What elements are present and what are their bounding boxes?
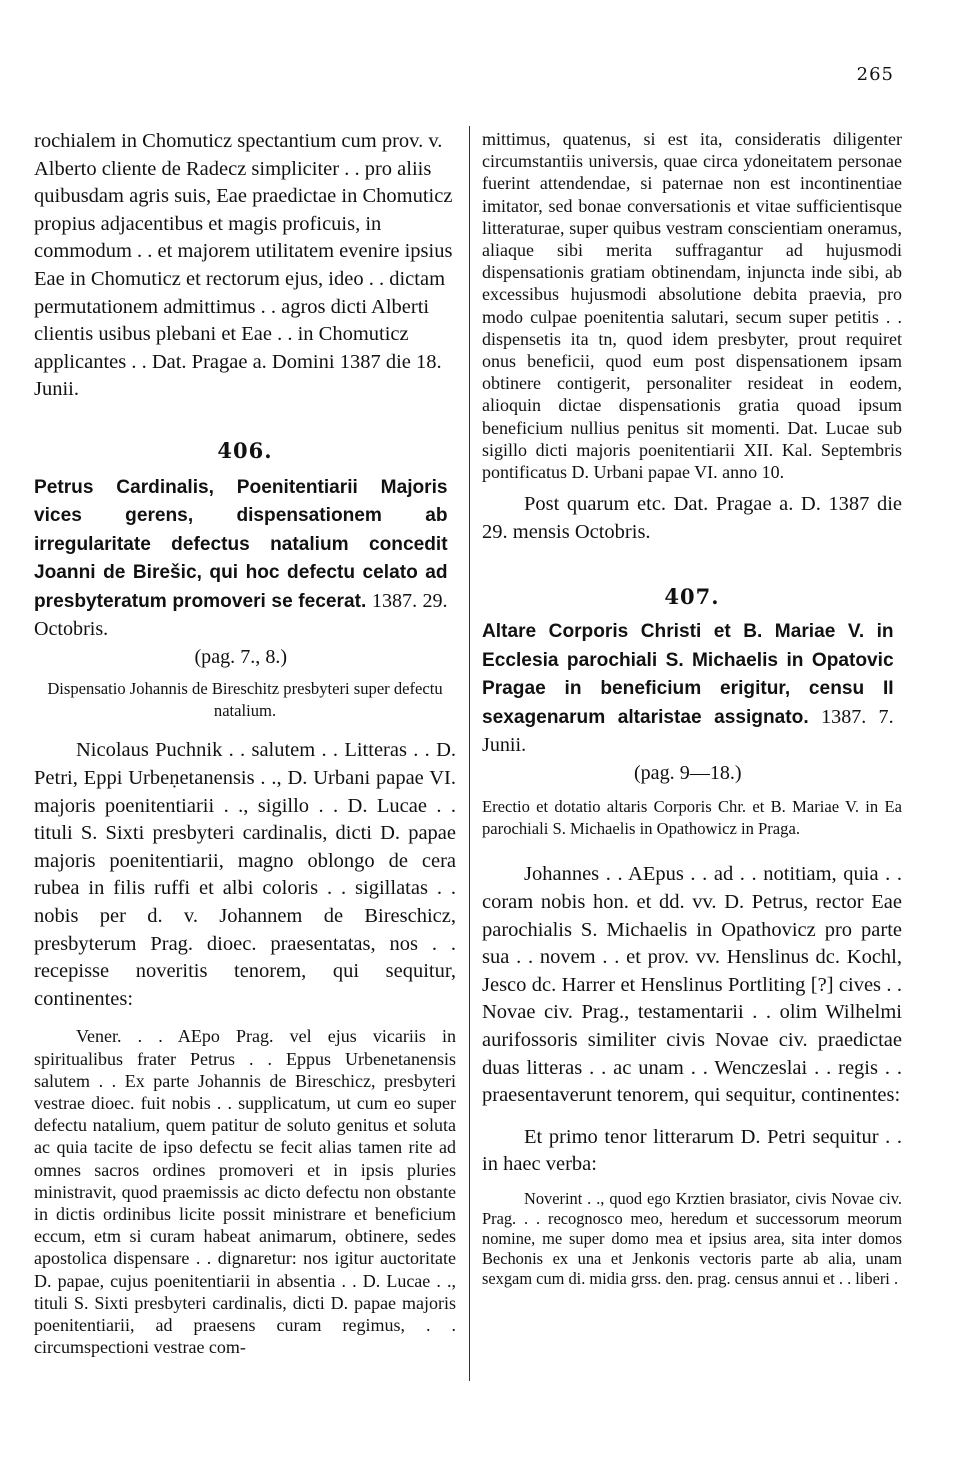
regest-406-page-ref: (pag. 7., 8.)	[194, 646, 288, 669]
right-column	[482, 128, 902, 1289]
left-column	[34, 128, 456, 1358]
page-number: 265	[856, 64, 894, 85]
regest-407	[482, 617, 894, 787]
left-continuation-text: rochialem in Chomuticz spectantium cum prov. v. Alberto cliente de Radecz simpliciter . . pro aliis quibusdam agris suis, Eae praedictae in Chomuticz propius adjacentibus et magis proficuis, in commodum . . et majorem utilitatem evenire ipsius Eae in Chomuticz et rectorum ejus, ideo . . dictam permutationem admittimus . . agros dicti Alberti clientis usibus plebani et Eae . . in Chomuticz applicantes . . Dat. Pragae a. Domini 1387 die 18. Junii.	[34, 130, 453, 401]
regest-407-date: 1387. 7. Junii.	[482, 705, 894, 757]
regest-407-page-ref: (pag. 9—18.)	[633, 762, 742, 785]
right-continuation-text: mittimus, quatenus, si est ita, consideratis diligenter circumstantiis universis, quae circa ydoneitatem personae fuerint attendendae, si paternae non est incontinentiae imitator, sed bonae conversationis et vitae sufficientisque litteraturae, super quibus vestram conscientiam oneramus, aliaque sibi merita suffragantur ad hujusmodi dispensationis gratiam obtinendam, injuncta inde sibi, ab excessibus hujusmodi absolutione debita praevia, pro modo culpae poenitentia salutari, secum super petitis . . dispensetis ita tn, quod idem presbyter, prout requiret onus beneficii, quod eum post dispensationem ipsam obtinere contigerit, personaliter resideat in eodem, alioquin dictae dispensationis gratia quoad ipsum beneficium nullius penitus sit momenti. Dat. Lucae sub sigillo dicti majoris poenitentiarii XII. Kal. Septembris pontificatus D. Urbani papae VI. anno 10.	[482, 129, 902, 483]
column-divider	[469, 126, 470, 1381]
regest-406-text: Petrus Cardinalis, Poenitentiarii Majoris vices gerens, dispensationem ab irregularitate defectus natalium concedit Joanni de Birešic, qui hoc defectu celato ad presbyteratum promoveri se fecerat.	[34, 475, 448, 612]
document-number-407: 407.	[664, 584, 720, 610]
regest-407-text: Altare Corporis Christi et B. Mariae V. in Ecclesia parochiali S. Michaelis in Opatovic Pragae in beneficium erigitur, censu II sexagenarum altaristae assignato.	[482, 620, 894, 728]
primo-text-407: Et primo tenor litterarum D. Petri sequitur . . in haec verba:	[482, 1125, 902, 1176]
quote-407: Noverint . ., quod ego Krztien brasiator, civis Novae civ. Prag. . . recognosco meo, heredum et successorum meorum nomine, me super domo mea et ipsius area, sita inter domos Bechonis ex una et Jenkonis vectoris parte ab alia, unam sexgam cum di. midia grss. den. prag. census annui et . . liberi .	[482, 1189, 902, 1289]
text-407: Johannes . . AEpus . . ad . . notitiam, quia . . coram nobis hon. et dd. vv. D. Petrus, rector Eae parochialis S. Michaelis in Opathovicz pro parte sua . . novem . . et prov. vv. Henslinus dc. Kochl, Jesco dc. Harrer et Henslinus Portliting [?] cives . . Novae civ. Prag., testamentarii . . olim Wilhelmi aurifossoris similiter civis Novae civ. praedictae duas litteras . . ac unam . . Wenczeslai . . regis . . praesentaverunt tenorem, qui sequitur, continentes:	[482, 863, 902, 1107]
document-number-406: 406.	[217, 437, 273, 463]
regest-406	[34, 473, 448, 672]
quote-406: Vener. . . AEpo Prag. vel ejus vicariis in spiritualibus frater Petrus . . Eppus Urbenetanensis salutem . . Ex parte Johannis de Bireschicz, presbyteri vestrae dioec. fuit nobis . . supplicatum, ut cum eo super defectu natalium, quem patitur de soluto genitus et soluta ac quia tacite de ipso defectu se fecit alias tamen rite ad omnes sacros ordines promoveri et in ipsis pluries ministravit, quod praemissis ac dicto defectu non obstante in dictis ordinibus licite possit ministrare et beneficium eccum, etm si curam habeat animarum, obtinere, sedes apostolica dispensare . . dignaretur: nos igitur auctoritate D. papae, cujus poenitentiarii in absentia . . D. Lucae . ., tituli S. Sixti presbyteri cardinalis, dicti D. papae majoris poenitentiarii, ad praesens curam regimus, . . circumspectioni vestrae com-	[34, 1026, 456, 1358]
note-406: Dispensatio Johannis de Bireschitz presbyteri super defectu natalium.	[47, 678, 443, 720]
note-407: Erectio et dotatio altaris Corporis Chr. et B. Mariae V. in Ea parochiali S. Michaelis in Opathowicz in Praga.	[482, 796, 902, 838]
text-406: Nicolaus Puchnik . . salutem . . Litteras . . D. Petri, Eppi Urbeṇetanensis . ., D. Urbani papae VI. majoris poenitentiarii . ., sigillo . . D. Lucae . . tituli S. Sixti presbyteri cardinalis, dicti D. papae majoris poenitentiarii, magno oblongo de cera rubea in filis ruffi et albi coloris . . sigillatas . . nobis per d. v. Johannem de Bireschicz, presbyterum Prag. dioec. praesentatas, nos . . recepisse noveritis tenorem, qui sequitur, continentes:	[34, 739, 456, 1010]
regest-406-date: 1387. 29. Octobris.	[34, 589, 448, 640]
post-text: Post quarum etc. Dat. Pragae a. D. 1387 die 29. mensis Octobris.	[482, 493, 902, 543]
